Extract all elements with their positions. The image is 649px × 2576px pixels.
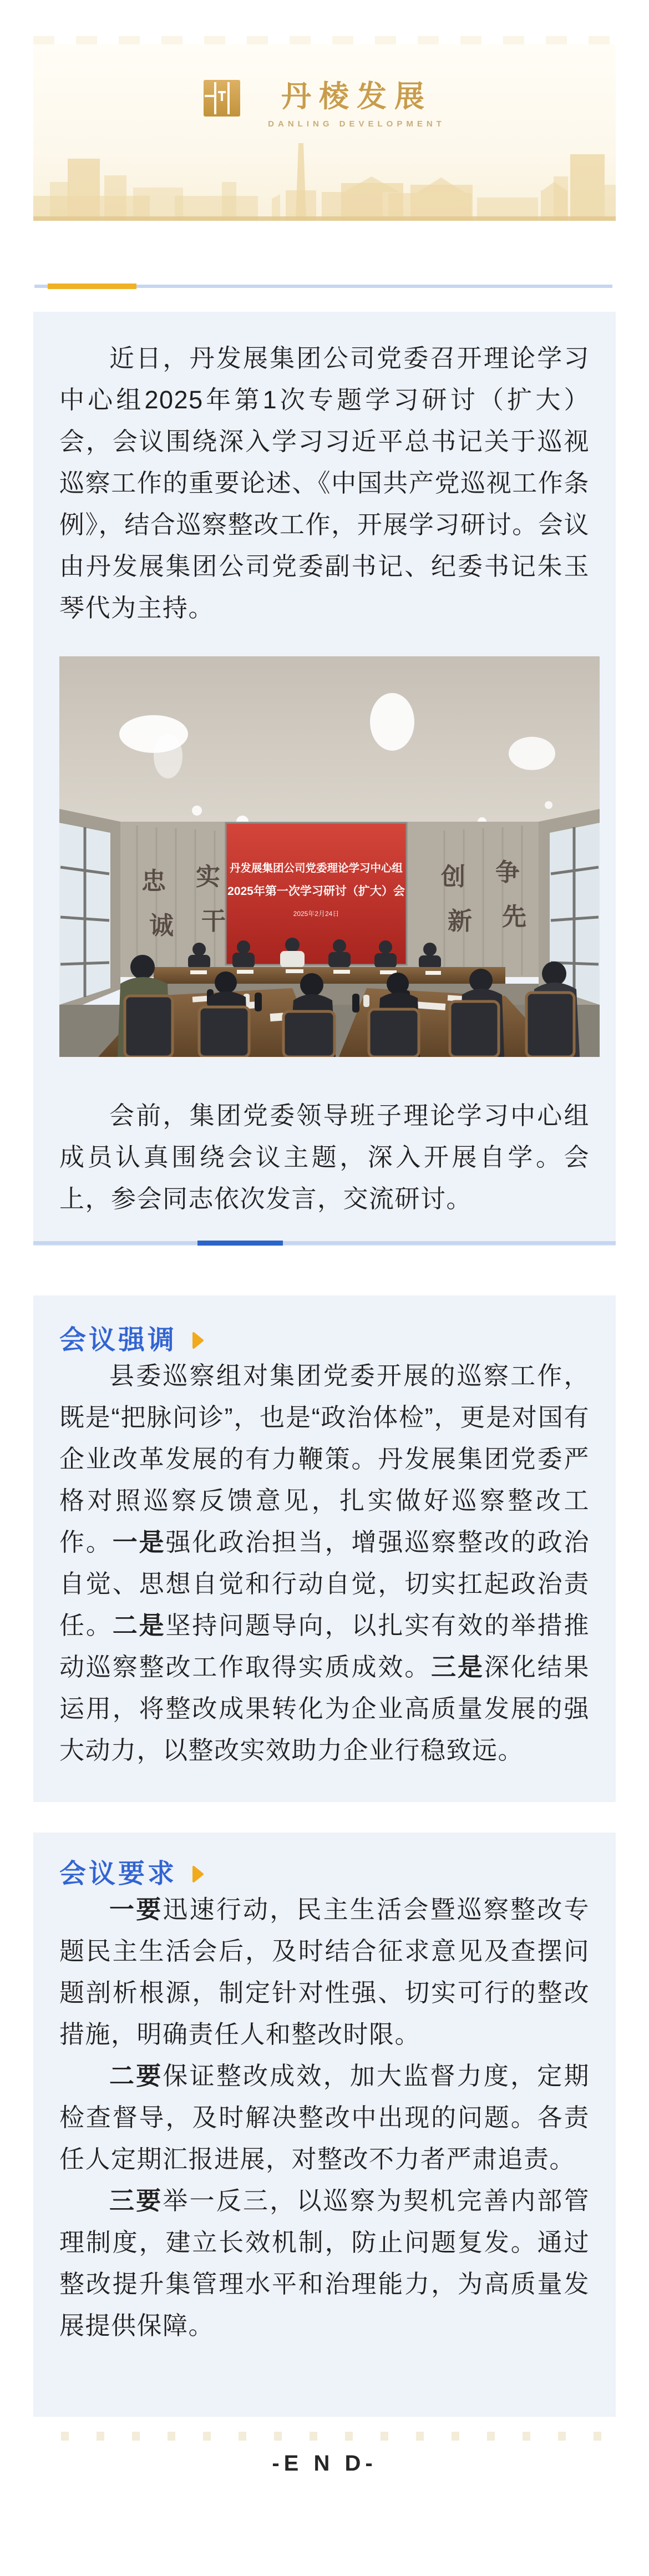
svg-text:新: 新 <box>448 908 472 935</box>
right-triangle-icon <box>191 1865 205 1883</box>
svg-text:先: 先 <box>502 903 526 930</box>
brand-banner <box>33 44 616 221</box>
emphasis-text-1: 强化政治担当，增强巡察整改的政治自觉、思想自觉和行动自觉，切实扛起政治责任。 <box>59 1528 590 1639</box>
svg-text:2025年第一次学习研讨（扩大）会: 2025年第一次学习研讨（扩大）会 <box>227 885 405 898</box>
emphasis-text-3: 深化结果运用，将整改成果转化为企业高质量发展的强大动力，以整改实效助力企业行稳致远。 <box>59 1653 590 1764</box>
brand-subtitle: DANLING DEVELOPMENT <box>268 119 445 129</box>
emphasis-paragraph <box>59 1355 590 1771</box>
svg-text:争: 争 <box>495 859 520 886</box>
right-triangle-icon <box>191 1332 205 1349</box>
svg-text:创: 创 <box>441 863 465 890</box>
brand-title: 丹棱发展 <box>281 80 432 113</box>
requirement-3-bold: 三要 <box>109 2187 163 2215</box>
end-marker: -E N D- <box>272 2451 377 2476</box>
brand-logo-group <box>33 80 616 129</box>
card-bottom-divider <box>33 1241 616 1245</box>
requirement-2-bold: 二要 <box>109 2062 163 2090</box>
emphasis-text-0: 县委巡察组对集团党委开展的巡察工作，既是“把脉问诊”，也是“政治体检”，更是对国有企业改革发展的有力鞭策。丹发展集团党委严格对照巡察反馈意见，扎实做好巡察整改工作。 <box>59 1362 590 1556</box>
requirement-paragraph-2 <box>59 2055 590 2180</box>
requirement-paragraph-1 <box>59 1889 590 2055</box>
svg-text:干: 干 <box>201 908 226 935</box>
svg-text:2025年2月24日: 2025年2月24日 <box>293 910 339 918</box>
brand-logo-icon <box>204 80 240 117</box>
card-bottom-divider-blue-segment <box>197 1241 283 1246</box>
top-divider-yellow-segment <box>48 284 136 289</box>
meeting-photo[interactable] <box>59 656 600 1057</box>
emphasis-text-2: 坚持问题导向，以扎实有效的举措推动巡察整改工作取得实质成效。 <box>59 1611 590 1681</box>
section-title-requirements: 会议要求 <box>59 1859 178 1889</box>
svg-text:忠: 忠 <box>141 868 166 895</box>
intro-card <box>33 312 616 1246</box>
requirement-paragraph-3 <box>59 2180 590 2346</box>
requirements-card <box>33 1833 616 2417</box>
emphasis-bold-2: 二是 <box>112 1611 166 1639</box>
section-header-requirements <box>59 1833 590 1889</box>
section-title-emphasis: 会议强调 <box>59 1325 178 1355</box>
banner-top-tabs <box>33 36 616 44</box>
requirement-3-text: 举一反三，以巡察为契机完善内部管理制度，建立长效机制，防止问题复发。通过整改提升集管理水平和治理能力，为高质量发展提供保障。 <box>59 2187 590 2340</box>
emphasis-bold-1: 一是 <box>112 1528 166 1556</box>
requirement-2-text: 保证整改成效，加大监督力度，定期检查督导，及时解决整改中出现的问题。各责任人定期汇报进展，对整改不力者严肃追责。 <box>59 2062 590 2173</box>
emphasis-card <box>33 1295 616 1802</box>
faint-dashed-divider <box>61 2432 616 2441</box>
svg-text:实: 实 <box>196 863 220 890</box>
requirement-1-bold: 一要 <box>109 1895 163 1924</box>
section-header-emphasis <box>59 1295 590 1355</box>
top-divider-line <box>34 285 612 288</box>
intro-paragraph-1: 近日，丹发展集团公司党委召开理论学习中心组2025年第1次专题学习研讨（扩大）会，会议围绕深入学习习近平总书记关于巡视巡察工作的重要论述、《中国共产党巡视工作条例》，结合巡察整改工作，开展学习研讨。会议由丹发展集团公司党委副书记、纪委书记朱玉琴代为主持。 <box>59 344 590 622</box>
requirement-1-text: 迅速行动，民主生活会暨巡察整改专题民主生活会后，及时结合征求意见及查摆问题剖析根源，制定针对性强、切实可行的整改措施，明确责任人和整改时限。 <box>59 1895 590 2048</box>
intro-paragraph-2: 会前，集团党委领导班子理论学习中心组成员认真围绕会议主题，深入开展自学。会上，参会同志依次发言，交流研讨。 <box>59 1101 590 1213</box>
city-skyline-illustration <box>33 143 616 221</box>
svg-text:丹发展集团公司党委理论学习中心组: 丹发展集团公司党委理论学习中心组 <box>229 862 403 874</box>
emphasis-bold-3: 三是 <box>431 1653 484 1681</box>
svg-text:诚: 诚 <box>149 912 174 939</box>
